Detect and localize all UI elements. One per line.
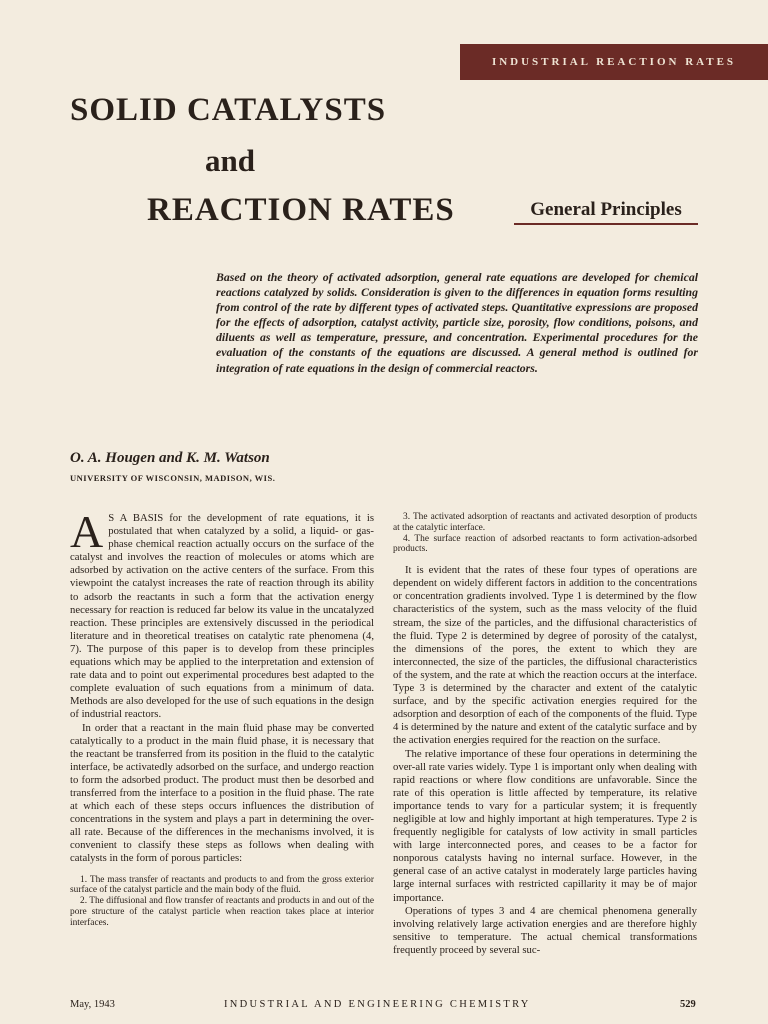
paragraph-4: The relative importance of these four operations in determining the over-all rate varies widely. Type 1 is important only when dealing with rapid reactions or where flow conditions are unfavorable. Since the rate of this operation is little affected by temperature, its relative importance tends to vary for a particular system; it is frequently negligible at low and highly important at high temperatures. Type 2 is frequently negligible for catalysts of low activity in small particles with large interconnected pores, and ceases to be a factor for nonporous catalysts having no internal surface. However, in the general case of an active catalyst in moderately large particles having large internal surfaces with restricted capillarity it may be of major importance.: [393, 747, 697, 904]
drop-cap: A: [70, 506, 104, 557]
abstract: Based on the theory of activated adsorption, general rate equations are developed for chemical reactions catalyzed by solids. Consideration is given to the differences in equation forms resulting from control of the rate by different types of activated steps. Quantitative expressions are proposed for the effects of adsorption, catalyst activity, particle size, porosity, flow conditions, poisons, and diluents as well as temperature, pressure, and concentration. Experimental procedures for the evaluation of the constants of the equations are discussed. A general method is outlined for integration of rate equations in the design of commercial reactors.: [216, 270, 698, 375]
title-line-3: REACTION RATES: [147, 192, 455, 228]
intro-paragraph: [70, 506, 374, 722]
affiliation: UNIVERSITY OF WISCONSIN, MADISON, WIS.: [70, 473, 276, 483]
section-banner-text: INDUSTRIAL REACTION RATES: [491, 56, 737, 68]
title-line-1: SOLID CATALYSTS: [70, 92, 387, 128]
title-line-2: and: [205, 143, 255, 178]
subtitle: General Principles: [514, 199, 698, 225]
footer-date: May, 1943: [70, 999, 115, 1010]
authors: O. A. Hougen and K. M. Watson: [70, 450, 270, 466]
footer-journal: INDUSTRIAL AND ENGINEERING CHEMISTRY: [224, 999, 531, 1010]
left-column: [70, 506, 374, 929]
list-item-3: 3. The activated adsorption of reactants and activated desorption of products at the catalytic interface.: [393, 512, 697, 533]
paragraph-2: In order that a reactant in the main fluid phase may be converted catalytically to a product in the main fluid phase, it is necessary that the reactant be transferred from its position in the fluid to the catalytic interface, be activatedly adsorbed on the surface, and undergo reaction to form the adsorbed product. The product must then be desorbed and transferred from the interface to a position in the fluid phase. The rate at which each of these steps occurs influences the distribution of concentrations in the system and plays a part in determining the over-all rate. Because of the differences in the mechanisms involved, it is convenient to classify these steps as follows when dealing with catalysts in the form of porous particles:: [70, 721, 374, 865]
list-item-1: 1. The mass transfer of reactants and products to and from the gross exterior surface of the catalyst particle and the main body of the fluid.: [70, 874, 374, 896]
list-item-2: 2. The diffusional and flow transfer of reactants and products in and out of the pore structure of the catalyst particle when reaction takes place at interior interfaces.: [70, 896, 374, 928]
right-column: [393, 512, 697, 957]
list-item-4: 4. The surface reaction of adsorbed reactants to form activation-adsorbed products.: [393, 533, 697, 555]
section-banner: [460, 44, 768, 80]
paragraph-5: Operations of types 3 and 4 are chemical phenomena generally involving relatively large activation energies and are therefore highly sensitive to temperature. The actual chemical transformations frequently proceed by several suc-: [393, 904, 697, 956]
page-number: 529: [680, 999, 696, 1010]
intro-text: S A BASIS for the development of rate equations, it is postulated that when catalyzed by a solid, a liquid- or gas-phase chemical reaction actually occurs on the surface of the catalyst and involves the reaction of molecules or atoms which are adsorbed by activation on the active centers of the surface. From this viewpoint the catalyst increases the rate of reaction through its ability to adsorb the reactants in such a form that the activation energy necessary for reaction is reduced far below its value in the uncatalyzed reaction. These principles are extensively discussed in the periodical literature and in theoretical treatises on catalytic rate phenomena (4, 7). The purpose of this paper is to develop from these principles equations which may be applied to the interpretation and extension of rate data and to point out experimental procedures best adapted to the complete evaluation of such equations from a minimum of data. Methods are also developed for the use of such equations in the design of industrial reactors.: [70, 512, 374, 721]
paragraph-3: It is evident that the rates of these four types of operations are dependent on widely different factors in addition to the concentrations or concentration gradients involved. Type 1 is determined by the flow characteristics of the system, such as the mass velocity of the fluid stream, the size of the particles, and the diffusional characteristics of the fluid. Type 2 is determined by degree of porosity of the catalyst, the dimensions of the pores, the extent to which they are interconnected, the size of the particles, the diffusional characteristics of the system, and the rate at which the reaction occurs at the interface. Type 3 is determined by the character and extent of the catalytic surface, and by the specific activation energies required for the adsorption and desorption of each of the components of the fluid. Type 4 is determined by the nature and extent of the catalytic surface and by the activation energies required for the reaction on the surface.: [393, 564, 697, 747]
